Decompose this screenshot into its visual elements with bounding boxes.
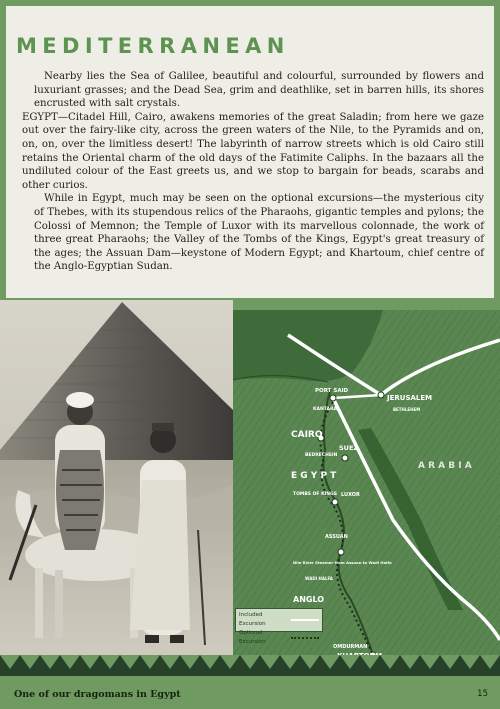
paragraph-egypt: EGYPT—Citadel Hill, Cairo, awakens memories of the great Saladin; from here we gaze out over the fairy-like city, across the green waters of the Nile, to the Pyramids and on, on, on, over the limitless desert! The labyrinth of narrow streets which is old Cairo still retains the Oriental charm of the old days of the Fatimite Caliphs. In the bazaars all the undiluted colour of the East greets us, and we stop to bargain for beads, scarabs and other curios. — [22, 111, 484, 191]
legend-optional-line — [291, 637, 319, 639]
label-tombs: TOMBS OF KINGS — [293, 492, 337, 497]
label-arabia: A R A B I A — [418, 461, 472, 471]
map-legend — [235, 608, 323, 645]
jerusalem-marker — [378, 392, 384, 398]
luxor-marker — [332, 499, 338, 505]
paragraph-galilee: Nearby lies the Sea of Galilee, beautiful and colourful, surrounded by flowers and luxuriant grasses; and the Dead Sea, grim and deathlike, set in barren hills, its shores encrusted with salt crystals. — [34, 71, 484, 110]
label-egypt: E G Y P T — [291, 471, 337, 481]
label-assuan: ASSUAN — [325, 534, 348, 540]
body-text — [22, 70, 484, 274]
section-heading: MEDITERRANEAN — [16, 34, 290, 58]
suez-marker — [342, 455, 348, 461]
legend-optional-label: Optional Excursion — [239, 630, 266, 645]
label-wadi-halfa: WADI HALFA — [305, 576, 333, 581]
photo-illustration — [0, 300, 233, 668]
label-omdurman: OMDURMAN — [333, 644, 368, 650]
label-suez: SUEZ — [339, 444, 359, 452]
label-port-said: PORT SAID — [315, 388, 349, 394]
label-luxor: LUXOR — [341, 492, 360, 498]
zigzag-border — [0, 655, 500, 677]
assuan-marker — [338, 549, 344, 555]
paragraph-excursions: While in Egypt, much may be seen on the optional excursions—the mysterious city of Thebes, with its stupendous relics of the Pharaohs, gigantic temples and pylons; the Colossi of Memnon; the Temple of Luxor with its marvellous colonnade, the work of three great Pharaohs; the Valley of the Tombs of the Kings, Egypt's great treasury of the ages; the Assuan Dam—keystone of Modern Egypt; and Khartoum, chief centre of the Anglo-Egyptian Sudan. — [34, 193, 484, 273]
dragoman-photo — [0, 300, 233, 668]
label-anglo: ANGLO — [293, 595, 325, 604]
photo-caption: One of our dragomans in Egypt — [14, 689, 181, 700]
label-nile-note: Nile River Steamer from Assuan to Wadi Halfa — [293, 560, 392, 565]
label-bethlehem: BETHLEHEM — [393, 407, 421, 412]
label-cairo: CAIRO — [291, 430, 323, 440]
page-number: 15 — [477, 689, 488, 699]
legend-included-line — [291, 619, 319, 621]
port-said-marker — [330, 395, 336, 401]
label-kantara: KANTARA — [313, 407, 337, 412]
label-jerusalem: JERUSALEM — [387, 394, 433, 402]
legend-included-label: Included Excursion — [239, 612, 266, 627]
label-bedrechein: BEDRECHEIN — [305, 453, 338, 458]
